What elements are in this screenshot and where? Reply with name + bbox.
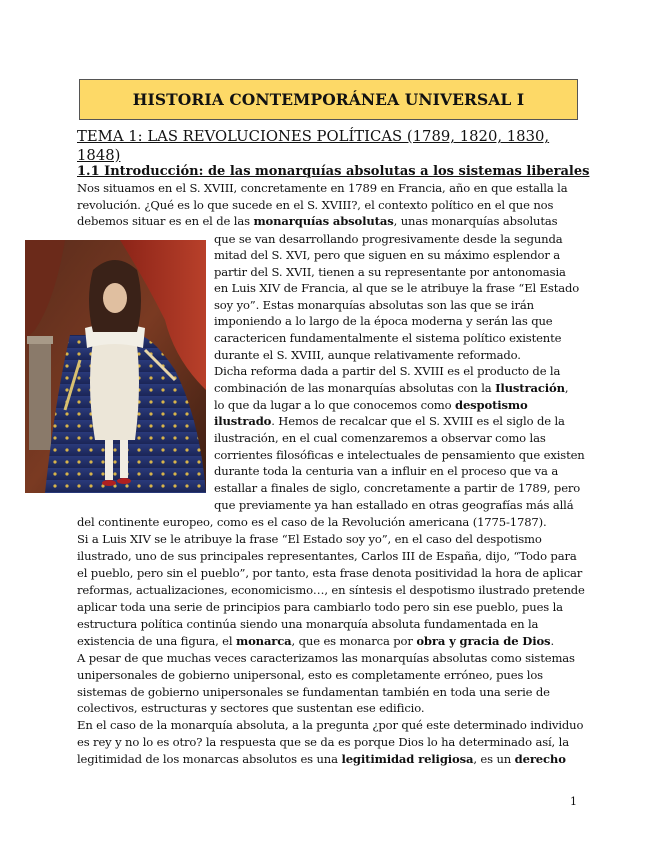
- text-line: que previamente ya han estallado en otras geografías más allá: [214, 498, 574, 512]
- text-line: legitimidad de los monarcas absolutos es una legitimidad religiosa, es un derecho: [77, 752, 566, 766]
- text-line: A pesar de que muchas veces caracterizamos las monarquías absolutas como sistemas: [77, 651, 575, 665]
- text-line: durante el S. XVIII, aunque relativamente reformado.: [214, 348, 521, 362]
- text-line: Nos situamos en el S. XVIII, concretamente en 1789 en Francia, año en que estalla la: [77, 181, 568, 195]
- title-banner: [79, 79, 578, 120]
- text-line: debemos situar es en el de las monarquías absolutas, unas monarquías absolutas: [77, 214, 558, 228]
- text-line: en Luis XIV de Francia, al que se le atribuye la frase “El Estado: [214, 281, 580, 295]
- text-line: En el caso de la monarquía absoluta, a la pregunta ¿por qué este determinado individuo: [77, 718, 584, 732]
- text-line: durante toda la centuria van a influir en el proceso que va a: [214, 464, 559, 478]
- text-line: partir del S. XVII, tienen a su representante por antonomasia: [214, 265, 566, 279]
- text-line: mitad del S. XVI, pero que siguen en su máximo esplendor a: [214, 248, 561, 262]
- text-line: Dicha reforma dada a partir del S. XVIII es el producto de la: [214, 364, 561, 378]
- text-line: estructura política continúa siendo una monarquía absoluta fundamentada en la: [77, 617, 539, 631]
- text-line: combinación de las monarquías absolutas con la Ilustración,: [214, 381, 569, 395]
- louis-xiv-portrait: [25, 240, 206, 493]
- document-title: HISTORIA CONTEMPORÁNEA UNIVERSAL I: [132, 90, 525, 109]
- text-line: reformas, actualizaciones, economicismo…, en síntesis el despotismo ilustrado pretende: [77, 583, 585, 597]
- subsection-heading: 1.1 Introducción: de las monarquías absolutas a los sistemas liberales: [77, 164, 590, 179]
- text-line: ilustración, en el cual comenzaremos a observar como las: [214, 431, 546, 445]
- text-line: revolución. ¿Qué es lo que sucede en el S. XVIII?, el contexto político en el que nos: [77, 198, 554, 212]
- text-line: Si a Luis XIV se le atribuye la frase “El Estado soy yo”, en el caso del despotismo: [77, 532, 542, 546]
- text-line: caractericen fundamentalmente el sistema político existente: [214, 331, 562, 345]
- text-line: soy yo”. Estas monarquías absolutas son las que se irán: [214, 298, 534, 312]
- text-line: lo que da lugar a lo que conocemos como despotismo: [214, 398, 528, 412]
- text-line: corrientes filosóficas e intelectuales de pensamiento que existen: [214, 448, 585, 462]
- text-line: del continente europeo, como es el caso de la Revolución americana (1775-1787).: [77, 515, 547, 529]
- page-number: 1: [570, 795, 577, 808]
- text-line: aplicar toda una serie de principios para cambiarlo todo pero sin ese pueblo, pues la: [77, 600, 563, 614]
- text-line: sistemas de gobierno unipersonales se fundamentan también en toda una serie de: [77, 685, 550, 699]
- text-line: estallar a finales de siglo, concretamente a partir de 1789, pero: [214, 481, 581, 495]
- text-line: existencia de una figura, el monarca, que es monarca por obra y gracia de Dios.: [77, 634, 554, 648]
- text-line: colectivos, estructuras y sectores que sustentan ese edificio.: [77, 701, 425, 715]
- text-line: ilustrado, uno de sus principales representantes, Carlos III de España, dijo, “Todo para: [77, 549, 577, 563]
- text-line: unipersonales de gobierno unipersonal, esto es completamente erróneo, pues los: [77, 668, 543, 682]
- text-line: imponiendo a lo largo de la época moderna y serán las que: [214, 314, 553, 328]
- text-line: que se van desarrollando progresivamente desde la segunda: [214, 232, 563, 246]
- text-line: ilustrado. Hemos de recalcar que el S. XVIII es el siglo de la: [214, 414, 565, 428]
- section-heading: TEMA 1: LAS REVOLUCIONES POLÍTICAS (1789, 1820, 1830, 1848): [77, 128, 550, 164]
- text-line: es rey y no lo es otro? la respuesta que se da es porque Dios lo ha determinado así, la: [77, 735, 569, 749]
- text-line: el pueblo, pero sin el pueblo”, por tanto, esta frase denota positividad la hora de aplicar: [77, 566, 583, 580]
